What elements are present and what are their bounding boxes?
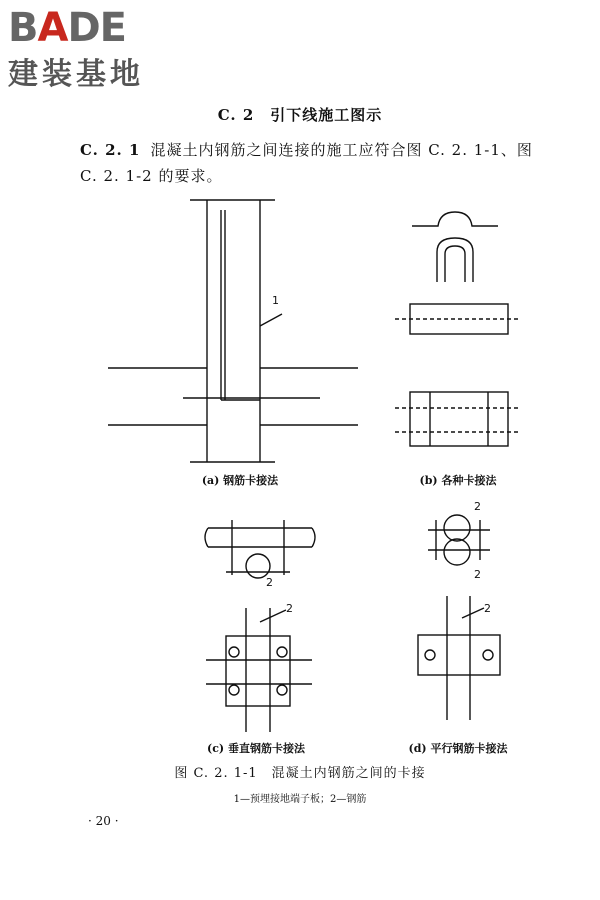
logo-letters-1: B xyxy=(8,5,38,51)
callout-2-c-bottom: 2 xyxy=(286,602,293,615)
callout-2-d-bottom: 2 xyxy=(474,568,481,581)
page-number: · 20 · xyxy=(88,814,119,828)
caption-a: (a) 钢筋卡接法 xyxy=(201,474,279,487)
callout-2-c-top: 2 xyxy=(266,576,273,589)
clause-text: 混凝土内钢筋之间连接的施工应符合图 C. 2. 1-1、图 C. 2. 1-2 的要求。 xyxy=(80,141,533,185)
drawing-c-perpendicular-clamp xyxy=(205,520,315,732)
drawing-b-clamp-types xyxy=(395,212,520,446)
drawing-a-rebar-clamp xyxy=(108,200,358,462)
section-title: C. 2 引下线施工图示 xyxy=(217,106,383,124)
caption-b: (b) 各种卡接法 xyxy=(419,474,497,487)
caption-c: (c) 垂直钢筋卡接法 xyxy=(207,742,305,755)
clause-number: C. 2. 1 xyxy=(80,141,141,159)
logo-letters-accent: A xyxy=(37,5,68,51)
caption-d: (d) 平行钢筋卡接法 xyxy=(408,742,508,755)
drawing-d-parallel-clamp xyxy=(418,515,500,720)
figure-title: 图 C. 2. 1-1 混凝土内钢筋之间的卡接 xyxy=(174,766,426,781)
figure-legend: 1—预埋接地端子板；2—钢筋 xyxy=(233,794,367,805)
callout-2-d-lower: 2 xyxy=(484,602,491,615)
callout-2-d-top: 2 xyxy=(474,500,481,513)
logo-letters-2: DE xyxy=(67,5,126,51)
callout-1-a: 1 xyxy=(272,294,279,307)
brand-logo-chinese: 建装基地 xyxy=(8,57,144,92)
